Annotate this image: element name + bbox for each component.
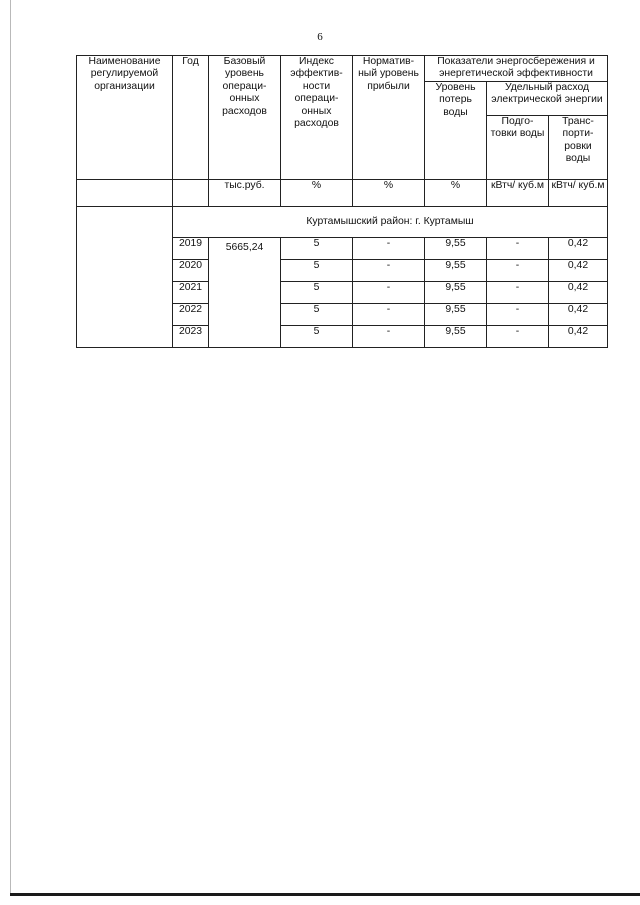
header-specific-consumption: Удельный расход электрической энергии xyxy=(487,81,608,115)
units-row xyxy=(77,179,608,206)
efficiency-index-cell: 5 xyxy=(281,281,353,303)
header-water-transport: Транс-порти-ровки воды xyxy=(549,115,608,179)
unit-base-cost: тыс.руб. xyxy=(209,179,281,206)
water-preparation-cell: - xyxy=(487,259,549,281)
profit-level-cell: - xyxy=(353,281,425,303)
header-base-cost: Базовый уровень операци-онных расходов xyxy=(209,56,281,180)
year-cell: 2022 xyxy=(173,303,209,325)
efficiency-index-cell: 5 xyxy=(281,325,353,347)
header-energy-indicators: Показатели энергосбережения и энергетической эффективности xyxy=(425,56,608,82)
water-transport-cell: 0,42 xyxy=(549,259,608,281)
region-row xyxy=(77,206,608,237)
water-preparation-cell: - xyxy=(487,281,549,303)
efficiency-index-cell: 5 xyxy=(281,303,353,325)
water-loss-cell: 9,55 xyxy=(425,237,487,259)
unit-water-preparation: кВтч/ куб.м xyxy=(487,179,549,206)
tariff-table xyxy=(76,55,608,348)
water-transport-cell: 0,42 xyxy=(549,303,608,325)
profit-level-cell: - xyxy=(353,237,425,259)
water-transport-cell: 0,42 xyxy=(549,325,608,347)
year-cell: 2023 xyxy=(173,325,209,347)
units-organization-cell xyxy=(77,179,173,206)
units-year-cell xyxy=(173,179,209,206)
unit-profit-level: % xyxy=(353,179,425,206)
profit-level-cell: - xyxy=(353,325,425,347)
header-water-loss: Уровень потерь воды xyxy=(425,81,487,179)
water-loss-cell: 9,55 xyxy=(425,325,487,347)
page-bottom-edge xyxy=(10,893,640,896)
unit-water-loss: % xyxy=(425,179,487,206)
unit-water-transport: кВтч/ куб.м xyxy=(549,179,608,206)
base-cost-value: 5665,24 xyxy=(209,237,281,347)
header-efficiency-index: Индекс эффектив-ности операци-онных расходов xyxy=(281,56,353,180)
year-cell: 2021 xyxy=(173,281,209,303)
efficiency-index-cell: 5 xyxy=(281,237,353,259)
water-loss-cell: 9,55 xyxy=(425,281,487,303)
header-year: Год xyxy=(173,56,209,180)
water-preparation-cell: - xyxy=(487,303,549,325)
water-loss-cell: 9,55 xyxy=(425,303,487,325)
organization-name-cell xyxy=(77,206,173,347)
unit-efficiency-index: % xyxy=(281,179,353,206)
page-number: 6 xyxy=(317,31,323,43)
efficiency-index-cell: 5 xyxy=(281,259,353,281)
water-transport-cell: 0,42 xyxy=(549,237,608,259)
water-preparation-cell: - xyxy=(487,325,549,347)
header-row xyxy=(77,56,608,82)
region-label: Куртамышский район: г. Куртамыш xyxy=(173,206,608,237)
water-loss-cell: 9,55 xyxy=(425,259,487,281)
year-cell: 2020 xyxy=(173,259,209,281)
water-preparation-cell: - xyxy=(487,237,549,259)
header-profit-level: Норматив-ный уровень прибыли xyxy=(353,56,425,180)
profit-level-cell: - xyxy=(353,303,425,325)
water-transport-cell: 0,42 xyxy=(549,281,608,303)
profit-level-cell: - xyxy=(353,259,425,281)
year-cell: 2019 xyxy=(173,237,209,259)
header-organization: Наименование регулируемой организации xyxy=(77,56,173,180)
page-edge xyxy=(10,0,11,893)
header-water-preparation: Подго-товки воды xyxy=(487,115,549,179)
